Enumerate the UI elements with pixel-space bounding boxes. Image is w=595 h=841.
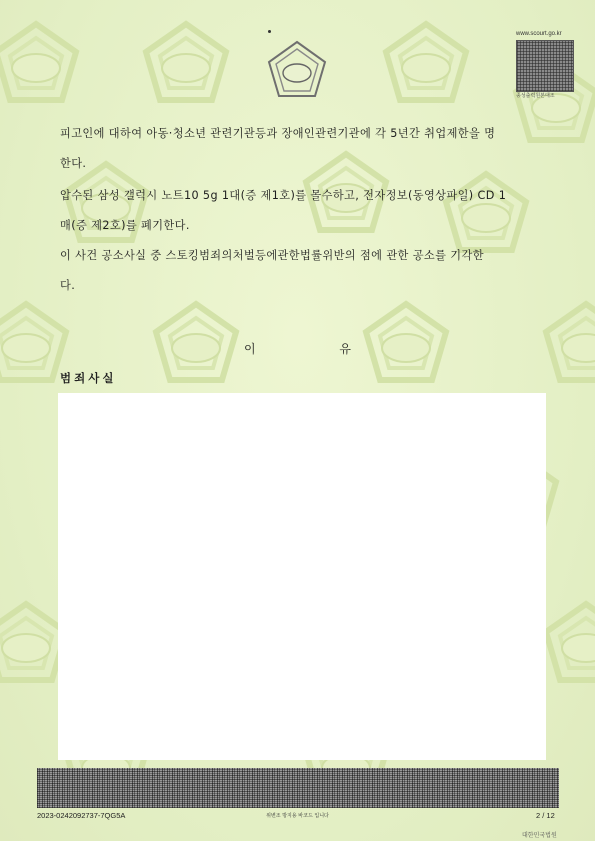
court-name: 대한민국법원 [522,832,557,839]
body-line-4: 매(증 제2호)를 폐기한다. [60,219,190,232]
body-line-2: 한다. [60,157,87,170]
barcode-note: 위변조 방지용 바코드 입니다 [266,813,329,819]
qr-code [516,40,574,92]
body-line-1: 피고인에 대하여 아동·청소년 관련기관등과 장애인관련기관에 각 5년간 취업제한을 명 [60,127,496,140]
qr-caption: 종성출력원본대조 [516,93,555,99]
crime-facts-label: 범죄사실 [60,371,117,385]
body-line-5: 이 사건 공소사실 중 스토킹범죄의처벌등에관한법률위반의 점에 관한 공소를 기각한 [60,249,484,262]
court-seal-icon [266,40,328,102]
body-line-6: 다. [60,279,76,292]
anti-forgery-barcode [37,768,559,808]
redacted-block [58,393,546,760]
registration-mark [268,30,271,33]
site-url: www.scourt.go.kr [516,31,562,37]
reason-heading: 이 유 [244,342,391,356]
body-line-3: 압수된 삼성 갤럭시 노트10 5g 1대(증 제1호)를 몰수하고, 전자정보(동영상파일) CD 1 [60,189,507,202]
page-number: 2 / 12 [536,811,555,820]
document-id: 2023-0242092737-7QG5A [37,811,126,820]
